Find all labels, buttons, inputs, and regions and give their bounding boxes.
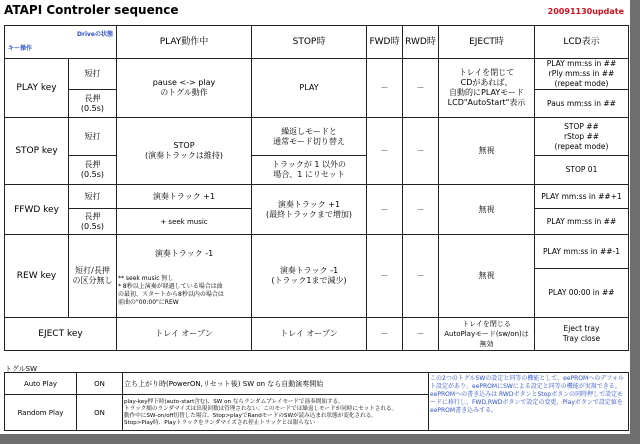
table-row (5, 185, 629, 209)
rew-key-label: REW key (5, 235, 69, 318)
ffwd-play-short: 演奏トラック +1 (117, 185, 252, 209)
ffwd-key-label: FFWD key (5, 185, 69, 235)
rew-lcd-long: PLAY 00:00 in ## (535, 269, 629, 318)
play-fwd-cell: － (367, 59, 403, 118)
ffwd-play-long: + seek music (117, 209, 252, 235)
table-row (5, 373, 629, 395)
table-row (5, 59, 629, 90)
header-stop: STOP時 (252, 26, 367, 59)
play-lcd-long: Paus mm:ss in ## (535, 90, 629, 118)
eject-play-cell: トレイ オープン (117, 318, 252, 351)
ffwd-rwd-cell: － (403, 185, 439, 235)
sequence-table (4, 25, 629, 351)
eject-key-label: EJECT key (5, 318, 117, 351)
randomplay-state: ON (77, 395, 123, 431)
rew-eject-cell: 無視 (439, 235, 535, 318)
header-play: PLAY動作中 (117, 26, 252, 59)
rew-fwd-cell: － (367, 235, 403, 318)
table-row (5, 118, 629, 156)
header-corner (5, 26, 117, 59)
header-rwd: RWD時 (403, 26, 439, 59)
header-lcd: LCD表示 (535, 26, 629, 59)
stop-stop-short: 繰返しモードと 通常モード切り替え (252, 118, 367, 156)
toggle-sw-title: トグルSW (5, 365, 38, 373)
randomplay-name: Random Play (5, 395, 77, 431)
play-rwd-cell: － (403, 59, 439, 118)
stop-eject-cell: 無視 (439, 118, 535, 185)
rew-shortlong-label: 短打/長押 の区分無し (69, 235, 117, 318)
eject-lcd-cell: Eject tray Tray close (535, 318, 629, 351)
eject-eject-cell: トレイを閉じる AutoPlayモード(sw/on)は 無効 (439, 318, 535, 351)
rew-play-cell (117, 235, 252, 318)
stop-long-label: 長押 (0.5s) (69, 156, 117, 185)
rew-rwd-cell: － (403, 235, 439, 318)
rew-lcd-short: PLAY mm:ss in ##-1 (535, 235, 629, 269)
ffwd-long-label: 長押 (0.5s) (69, 209, 117, 235)
rew-play-main: 演奏トラック -1 (154, 249, 214, 258)
autoplay-name: Auto Play (5, 373, 77, 395)
key-op-label: キー操作 (8, 45, 33, 52)
autoplay-state: ON (77, 373, 123, 395)
ffwd-short-label: 短打 (69, 185, 117, 209)
play-long-label: 長押 (0.5s) (69, 90, 117, 118)
stop-lcd-long: STOP 01 (535, 156, 629, 185)
header-fwd: FWD時 (367, 26, 403, 59)
eject-stop-cell: トレイ オープン (252, 318, 367, 351)
table-row (5, 235, 629, 269)
ffwd-fwd-cell: － (367, 185, 403, 235)
table-row (5, 318, 629, 351)
play-key-label: PLAY key (5, 59, 69, 118)
update-date: 20091130update (547, 7, 624, 16)
toggle-switch-table (4, 372, 629, 431)
randomplay-desc: play-key押下時(auto-start含む)、SW on ならランダムプレイモードで演奏開始する。 トラック順のランダマイズは出現回数は管理されない。このモードでは繰返しモードが同時にセットされる。 動作中にSW-on/off切替した場合、Stop>playでRandモードのSWが読み込まれ状態が変化される。 Stop>Play時、Playトラックをランダマイズされ停止トラックとは限らない (123, 395, 429, 431)
stop-key-label: STOP key (5, 118, 69, 185)
stop-rwd-cell: － (403, 118, 439, 185)
ffwd-eject-cell: 無視 (439, 185, 535, 235)
ffwd-lcd-short: PLAY mm:ss in ##+1 (535, 185, 629, 209)
eject-rwd-cell: － (403, 318, 439, 351)
rew-stop-cell: 演奏トラック -1 (トラック1まで減少) (252, 235, 367, 318)
stop-play-cell: STOP (演奏トラックは維持) (117, 118, 252, 185)
header-eject: EJECT時 (439, 26, 535, 59)
toggle-note: この2つのトグルSWの設定と同等の機能として、eePROMへのデフォルト設定があり、eePROMにSWによる設定と同等の機能が実現できる。eePROMへの書き込みは RWDボタンとStopボタンの同時押しで設定モードに移行し、FWD,RWDボタンで設定の変更、Playボタンで設定値をeePROM書き込みする。 (429, 373, 629, 431)
eject-fwd-cell: － (367, 318, 403, 351)
stop-lcd-short: STOP ## rStop ## (repeat mode) (535, 118, 629, 156)
play-eject-cell: トレイを閉じて CDがあれば、 自動的にPLAYモード LCD"AutoStart"表示 (439, 59, 535, 118)
play-lcd-short: PLAY mm:ss in ## rPly mm:ss in ## (repeat mode) (535, 59, 629, 90)
table-row (5, 156, 629, 185)
play-play-cell: pause <-> play のトグル動作 (117, 59, 252, 118)
play-short-label: 短打 (69, 59, 117, 90)
ffwd-stop-cell: 演奏トラック +1 (最終トラックまで増加) (252, 185, 367, 235)
header-row (5, 26, 629, 59)
rew-play-note: ** seek music 無し * 8秒以上演奏が経過している場合は曲 の最初、スタートから8秒以内の場合は 前曲の"00:00"にREW (118, 275, 224, 306)
stop-short-label: 短打 (69, 118, 117, 156)
autoplay-desc: 立ち上がり時(PowerON,リセット後) SW on なら自動演奏開始 (123, 373, 429, 395)
stop-fwd-cell: － (367, 118, 403, 185)
ffwd-lcd-long: PLAY mm:ss in ## (535, 209, 629, 235)
page-title: ATAPI Controler sequence (4, 3, 179, 17)
drive-state-label: Driveの状態 (77, 31, 113, 38)
play-stop-cell: PLAY (252, 59, 367, 118)
stop-stop-long: トラックが 1 以外の 場合、1 にリセット (252, 156, 367, 185)
